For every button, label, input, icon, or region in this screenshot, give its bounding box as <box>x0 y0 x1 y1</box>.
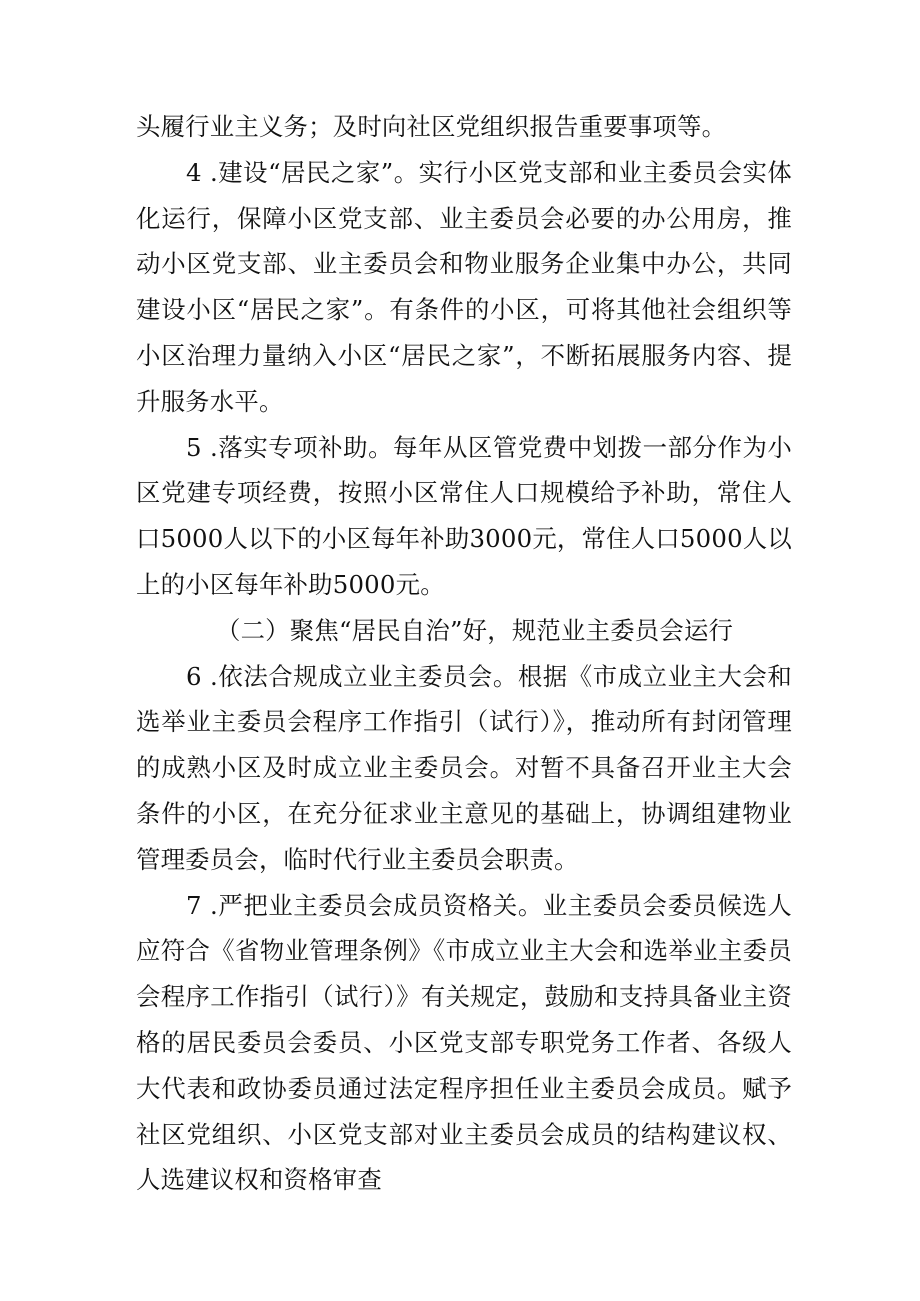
paragraph-item-7: 7 .严把业主委员会成员资格关。业主委员会委员候选人应符合《省物业管理条例》《市成立业主大会和选举业主委员会程序工作指引（试行）》有关规定，鼓励和支持具备业主资格的居民委员会委员、小区党支部专职党务工作者、各级人大代表和政协委员通过法定程序担任业主委员会成员。赋予社区党组织、小区党支部对业主委员会成员的结构建议权、人选建议权和资格审查 <box>136 890 792 1195</box>
section-heading-2: （二）聚焦“居民自治”好，规范业主委员会运行 <box>216 615 734 645</box>
paragraph-item-6: 6 .依法合规成立业主委员会。根据《市成立业主大会和选举业主委员会程序工作指引（试行）》，推动所有封闭管理的成熟小区及时成立业主委员会。对暂不具备召开业主大会条件的小区，在充分征求业主意见的基础上，协调组建物业管理委员会，临时代行业主委员会职责。 <box>136 661 792 874</box>
paragraph-continuation: 头履行业主义务；及时向社区党组织报告重要事项等。 <box>136 112 727 141</box>
paragraph-item-5: 5 .落实专项补助。每年从区管党费中划拨一部分作为小区党建专项经费，按照小区常住人口规模给予补助，常住人口5000人以下的小区每年补助3000元，常住人口5000人以上的小区每年补助5000元。 <box>136 432 792 599</box>
paragraph-item-4: 4 .建设“居民之家”。实行小区党支部和业主委员会实体化运行，保障小区党支部、业主委员会必要的办公用房，推动小区党支部、业主委员会和物业服务企业集中办公，共同建设小区“居民之家”。有条件的小区，可将其他社会组织等小区治理力量纳入小区“居民之家”，不断拓展服务内容、提升服务水平。 <box>136 157 792 416</box>
document-body <box>136 104 792 1203</box>
